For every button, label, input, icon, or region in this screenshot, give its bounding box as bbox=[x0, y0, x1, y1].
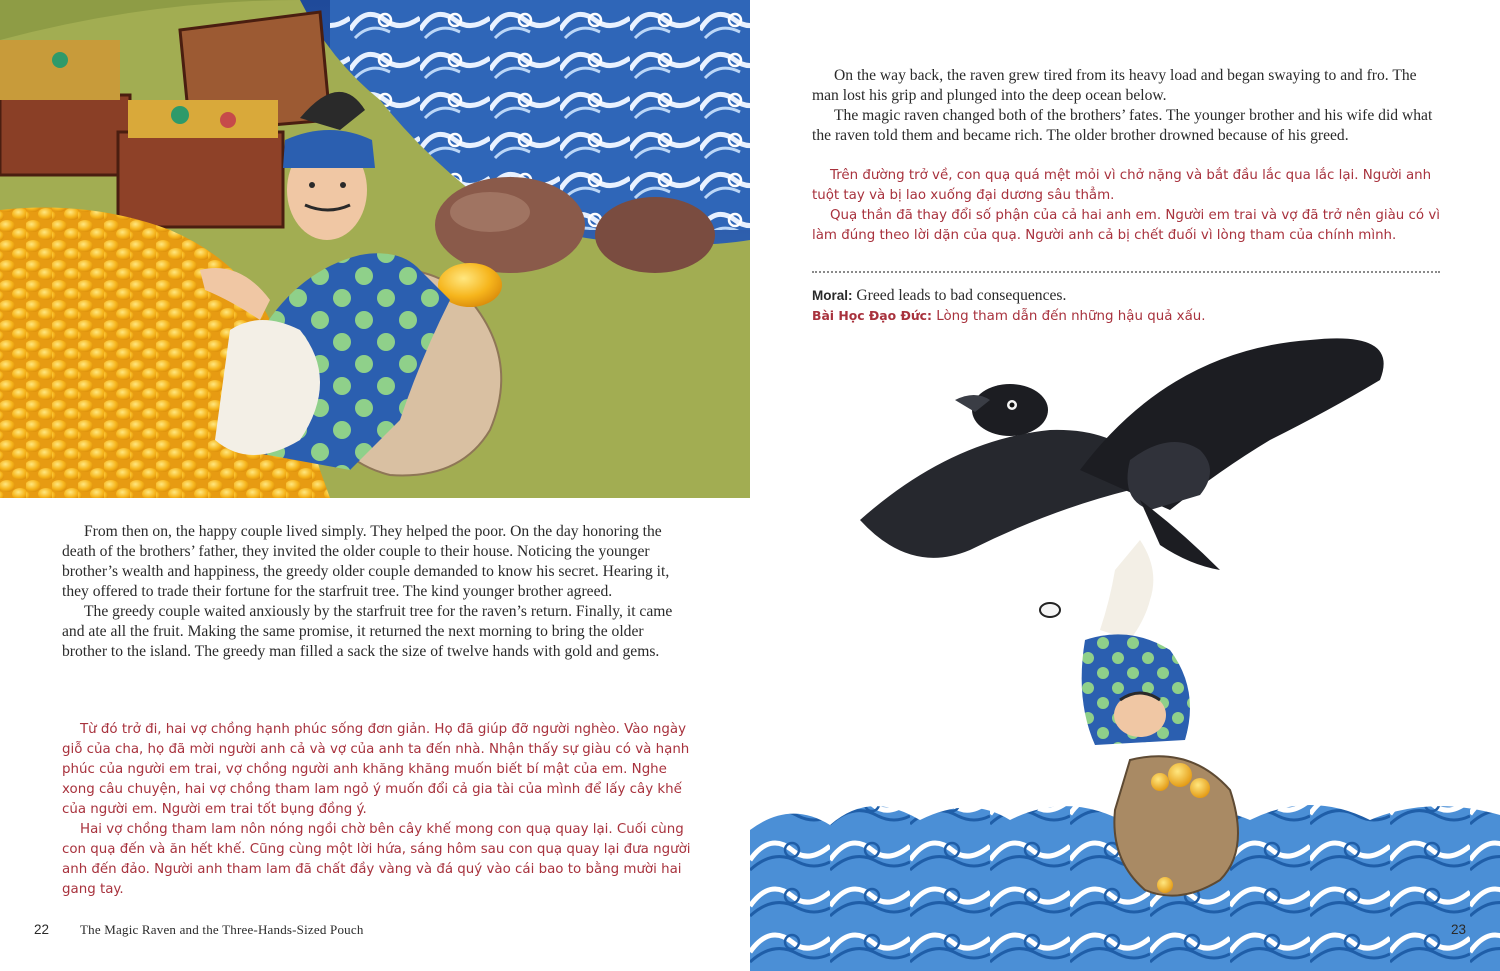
page-number: 23 bbox=[1450, 922, 1466, 937]
right-page bbox=[750, 0, 1500, 971]
right-footer bbox=[1451, 922, 1466, 937]
man-with-treasure-chests-illustration bbox=[0, 0, 750, 498]
moral-text: Greed leads to bad consequences. bbox=[852, 287, 1067, 304]
right-vietnamese-text bbox=[812, 166, 1442, 246]
book-title: The Magic Raven and the Three-Hands-Sized Pouch bbox=[80, 922, 364, 937]
paragraph: On the way back, the raven grew tired from its heavy load and began swaying to and fro. The man lost his grip and plunged into the deep ocean below. bbox=[812, 67, 1417, 104]
paragraph: Quạ thần đã thay đổi số phận của cả hai anh em. Người em trai và vợ đã trở nên giàu có vì làm đúng theo lời dặn của quạ. Người anh cả bị chết đuối vì lòng tham của chính mình. bbox=[812, 208, 1440, 243]
raven-dropping-man-into-ocean-illustration bbox=[750, 320, 1500, 971]
moral-english bbox=[812, 286, 1442, 306]
left-vietnamese-text bbox=[62, 720, 694, 900]
paragraph: Từ đó trở đi, hai vợ chồng hạnh phúc sống đơn giản. Họ đã giúp đỡ người nghèo. Vào ngày giỗ của cha, họ đã mời người anh cả và vợ của anh ta đến nhà. Nhận thấy sự giàu có và hạnh phúc của người em trai, vợ chồng người anh khăng khăng muốn biết bí mật của em. Nghe xong câu chuyện, hai vợ chồng tham lam ngỏ ý muốn đổi cả gia tài của mình để lấy cây khế của người em. Người em trai tốt bụng đồng ý. bbox=[62, 722, 690, 817]
paragraph: Trên đường trở về, con quạ quá mệt mỏi vì chở nặng và bắt đầu lắc qua lắc lại. Người anh tuột tay và bị lao xuống đại dương sâu thẳm. bbox=[812, 168, 1432, 203]
left-english-text bbox=[62, 522, 692, 662]
moral-vi-text: Lòng tham dẫn đến những hậu quả xấu. bbox=[931, 309, 1206, 324]
paragraph: The magic raven changed both of the brothers’ fates. The younger brother and his wife did what the raven told them and became rich. The older brother drowned because of his greed. bbox=[812, 107, 1433, 144]
moral-label: Moral: bbox=[812, 288, 853, 303]
right-english-text bbox=[812, 66, 1442, 146]
paragraph: The greedy couple waited anxiously by the starfruit tree for the raven’s return. Finally, it came and ate all the fruit. Making the same promise, it returned the next morning to bring the older brother to the island. The greedy man filled a sack the size of twelve hands with gold and gems. bbox=[62, 603, 673, 660]
page-number: 22 bbox=[34, 922, 50, 937]
dotted-divider bbox=[812, 271, 1440, 273]
moral-vi-label: Bài Học Đạo Đức: bbox=[812, 308, 932, 323]
paragraph: Hai vợ chồng tham lam nôn nóng ngồi chờ bên cây khế mong con quạ quay lại. Cuối cùng con quạ đến và ăn hết khế. Cũng cùng một lời hứa, sáng hôm sau con quạ quay lại đưa người anh đến đảo. Người anh tham lam đã chất đầy vàng và đá quý vào cái bao to bằng mười hai gang tay. bbox=[62, 822, 691, 897]
paragraph: From then on, the happy couple lived simply. They helped the poor. On the day honoring the death of the brothers’ father, they invited the older couple to their house. Noticing the younger brother’s wealth and happiness, the greedy older couple demanded to know his secret. Hearing it, they offered to trade their fortune for the starfruit tree. The kind younger brother agreed. bbox=[62, 523, 670, 600]
left-footer bbox=[34, 922, 364, 938]
